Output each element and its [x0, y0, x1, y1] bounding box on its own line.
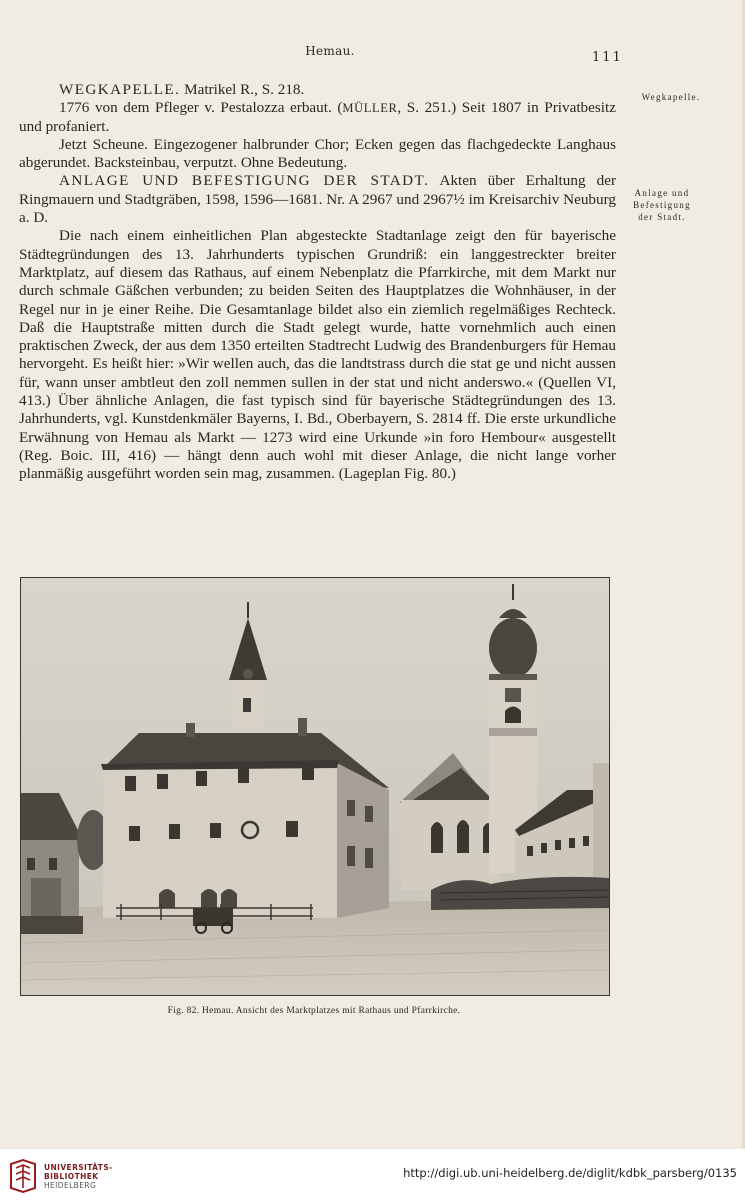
marginal-note-wegkapelle: Wegkapelle. [641, 92, 701, 102]
body-text [19, 81, 616, 484]
section-title: ANLAGE UND BEFESTIGUNG DER STADT. [59, 172, 430, 190]
library-name[interactable] [44, 1163, 113, 1190]
paragraph-text: Matrikel R., S. 218. [180, 81, 305, 98]
running-head: Hemau. [305, 44, 355, 58]
page-number: 111 [592, 50, 623, 65]
permalink-url[interactable]: http://digi.ub.uni-heidelberg.de/diglit/kdbk_parsberg/0135 [403, 1166, 737, 1180]
viewer-footer [0, 1148, 745, 1203]
paragraph-text: , S. 251.) Seit 1807 in Privatbesitz und profaniert. [19, 99, 616, 135]
marginal-line: Anlage und [634, 188, 690, 198]
paragraph-wegkapelle [19, 81, 616, 99]
library-name-line: UNIVERSITÄTS- [44, 1163, 113, 1172]
marginal-line: der Stadt. [638, 212, 686, 222]
library-city: HEIDELBERG [44, 1181, 97, 1190]
author-name: MÜLLER [342, 101, 398, 116]
marginal-line: Befestigung [633, 200, 691, 210]
figure-photo [20, 577, 610, 996]
paragraph-text: Akten über Erhaltung der Ringmauern und Stadtgräben, 1598, 1596—1681. Nr. A 2967 und 2967½ im Kreisarchiv Neuburg a. D. [19, 172, 616, 227]
paragraph-history [19, 99, 616, 136]
university-logo-icon[interactable] [8, 1158, 38, 1194]
library-name-line: BIBLIOTHEK [44, 1172, 99, 1181]
marginal-note-anlage [622, 187, 702, 223]
paragraph-text: 1776 von dem Pfleger v. Pestalozza erbaut. ( [59, 99, 343, 117]
paragraph-description: Jetzt Scheune. Eingezogener halbrunder Chor; Ecken gegen das flachgedeckte Langhaus abgerundet. Backsteinbau, verputzt. Ohne Bedeutung. [19, 135, 616, 172]
paragraph-stadtanlage: Die nach einem einheitlichen Plan abgesteckte Stadtanlage zeigt den für bayerische Städtegründungen des 13. Jahrhunderts typischen Grundriß: ein langgestreckter breiter Marktplatz, auf diesem das Rathaus, auf einem Nebenplatz die Pfarrkirche, mit dem Markt nur durch schmale Gäßchen verbunden; zu beiden Seiten des Hauptplatzes die Wohnhäuser, in der Regel nur in je einer Reihe. Die Gesamtanlage bildet also ein ziemlich regelmäßiges Rechteck. Daß die Hauptstraße mitten durch die Stadt gelegt wurde, hatte vornehmlich auch einen praktischen Zweck, der aus dem 1350 erteilten Stadtrecht Ludwig des Brandenburgers für Hemau hervorgeht. Es heißt hier: »Wir wellen auch, das die landtstrass durch die stat ge und nicht aussen für, wann unser ambtleut den zoll nemmen sullen in der stat und nicht anderswo.« (Quellen VI, 413.) Über ähnliche Anlagen, die fast typisch sind für bayerische Städtegründungen des 13. Jahrhunderts, vgl. Kunstdenkmäler Bayerns, I. Bd., Oberbayern, S. 2814 ff. Die erste urkundliche Erwähnung von Hemau als Markt — 1273 wird eine Urkunde »in foro Hembour« ausgestellt (Reg. Boic. III, 416) — hängt denn auch wohl mit dieser Anlage, die nicht lange vorher planmäßig ausgeführt worden sein mag, zusammen. (Lageplan Fig. 80.) [19, 227, 616, 483]
paragraph-anlage [19, 172, 616, 227]
marketplace-photo [21, 578, 609, 995]
section-title: WEGKAPELLE. [59, 81, 181, 98]
figure-caption: Fig. 82. Hemau. Ansicht des Marktplatzes mit Rathaus und Pfarrkirche. [167, 1006, 461, 1016]
